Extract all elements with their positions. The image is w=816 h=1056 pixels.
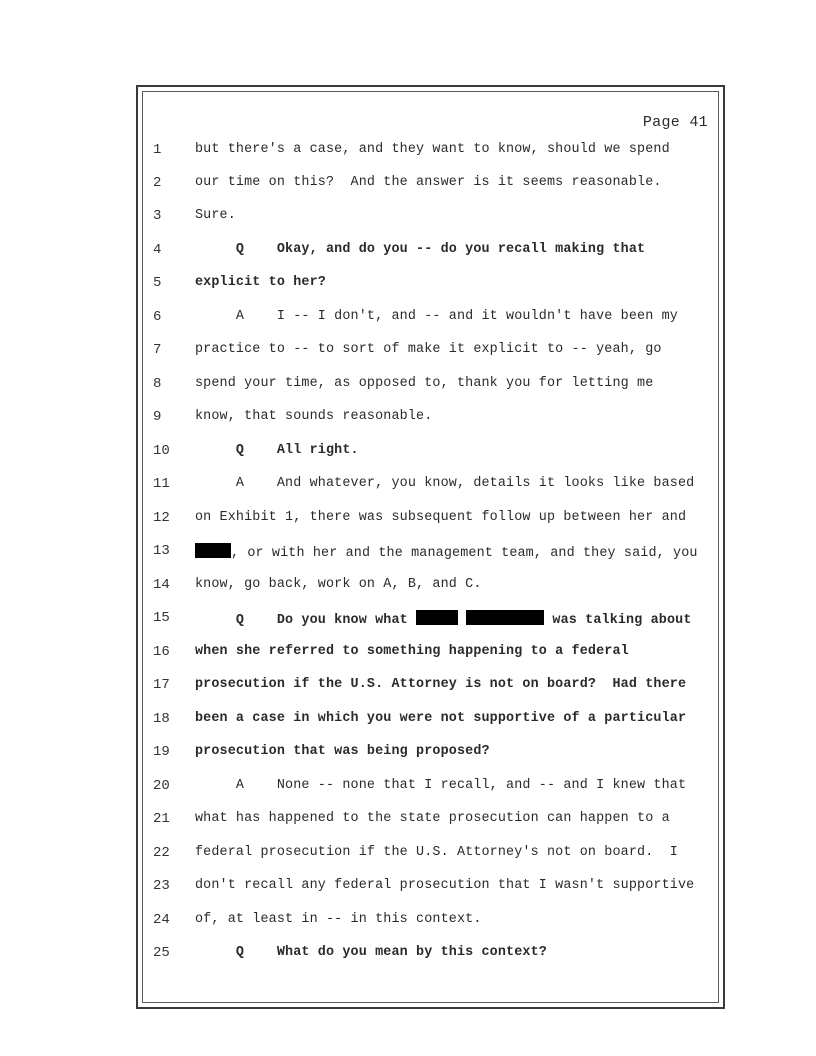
transcript-line — [143, 275, 718, 297]
line-text-question: prosecution if the U.S. Attorney is not on board? Had there — [195, 677, 687, 692]
line-text: but there's a case, and they want to know, should we spend — [195, 142, 670, 157]
line-text: federal prosecution if the U.S. Attorney's not on board. I — [195, 845, 678, 860]
line-number: 21 — [153, 811, 170, 827]
transcript-page-frame — [136, 85, 725, 1009]
redaction-block — [466, 610, 544, 625]
line-number: 25 — [153, 945, 170, 961]
line-number: 3 — [153, 208, 162, 224]
line-number: 7 — [153, 342, 162, 358]
line-text-question: prosecution that was being proposed? — [195, 744, 490, 759]
line-number: 15 — [153, 610, 170, 626]
transcript-line — [143, 744, 718, 766]
line-number: 20 — [153, 778, 170, 794]
line-number: 5 — [153, 275, 162, 291]
line-text-after-redaction: was talking about — [544, 613, 692, 628]
line-text: of, at least in -- in this context. — [195, 912, 482, 927]
transcript-line — [143, 142, 718, 164]
line-number: 6 — [153, 309, 162, 325]
line-number: 9 — [153, 409, 162, 425]
line-text-question: Q Okay, and do you -- do you recall making that — [195, 242, 646, 257]
line-text: know, go back, work on A, B, and C. — [195, 577, 482, 592]
line-text: our time on this? And the answer is it seems reasonable. — [195, 175, 662, 190]
line-number: 13 — [153, 543, 170, 559]
line-text: don't recall any federal prosecution that I wasn't supportive — [195, 878, 695, 893]
line-text: what has happened to the state prosecution can happen to a — [195, 811, 670, 826]
transcript-line — [143, 476, 718, 498]
line-text-after-redaction: , or with her and the management team, and they said, you — [231, 546, 698, 561]
transcript-line — [143, 443, 718, 465]
transcript-line — [143, 543, 718, 565]
line-number: 11 — [153, 476, 170, 492]
transcript-line — [143, 610, 718, 632]
transcript-inner-border — [142, 91, 719, 1003]
transcript-line — [143, 912, 718, 934]
line-text: know, that sounds reasonable. — [195, 409, 433, 424]
line-text: on Exhibit 1, there was subsequent follow up between her and — [195, 510, 687, 525]
transcript-line — [143, 577, 718, 599]
line-text-question: Q What do you mean by this context? — [195, 945, 547, 960]
line-text-before-redaction: Q Do you know what — [195, 613, 417, 628]
transcript-line — [143, 342, 718, 364]
line-number: 14 — [153, 577, 170, 593]
line-number: 16 — [153, 644, 170, 660]
line-number: 4 — [153, 242, 162, 258]
redaction-block — [416, 610, 458, 625]
line-number: 10 — [153, 443, 170, 459]
line-number: 1 — [153, 142, 162, 158]
line-number: 12 — [153, 510, 170, 526]
transcript-line — [143, 208, 718, 230]
transcript-line — [143, 409, 718, 431]
transcript-line — [143, 309, 718, 331]
line-text: Sure. — [195, 208, 236, 223]
transcript-line — [143, 811, 718, 833]
transcript-line — [143, 711, 718, 733]
transcript-line — [143, 376, 718, 398]
transcript-line — [143, 510, 718, 532]
line-text-with-redaction — [195, 543, 698, 561]
transcript-line — [143, 644, 718, 666]
line-number: 22 — [153, 845, 170, 861]
line-number: 19 — [153, 744, 170, 760]
redaction-block — [195, 543, 231, 558]
transcript-line — [143, 945, 718, 967]
line-text-question: when she referred to something happening to a federal — [195, 644, 629, 659]
line-text-question: Q All right. — [195, 443, 359, 458]
line-number: 17 — [153, 677, 170, 693]
line-text: practice to -- to sort of make it explicit to -- yeah, go — [195, 342, 662, 357]
page-number: Page 41 — [642, 114, 708, 131]
line-text: A I -- I don't, and -- and it wouldn't have been my — [195, 309, 678, 324]
transcript-line — [143, 845, 718, 867]
transcript-line — [143, 778, 718, 800]
line-number: 23 — [153, 878, 170, 894]
transcript-line — [143, 175, 718, 197]
line-text-question: explicit to her? — [195, 275, 326, 290]
line-number: 2 — [153, 175, 162, 191]
line-text: A None -- none that I recall, and -- and I knew that — [195, 778, 687, 793]
transcript-line — [143, 677, 718, 699]
transcript-line — [143, 878, 718, 900]
line-text-question: been a case in which you were not supportive of a particular — [195, 711, 687, 726]
line-number: 18 — [153, 711, 170, 727]
line-text: spend your time, as opposed to, thank you for letting me — [195, 376, 654, 391]
line-text: A And whatever, you know, details it looks like based — [195, 476, 695, 491]
line-number: 24 — [153, 912, 170, 928]
line-number: 8 — [153, 376, 162, 392]
line-text-with-redaction — [195, 610, 692, 628]
transcript-line — [143, 242, 718, 264]
